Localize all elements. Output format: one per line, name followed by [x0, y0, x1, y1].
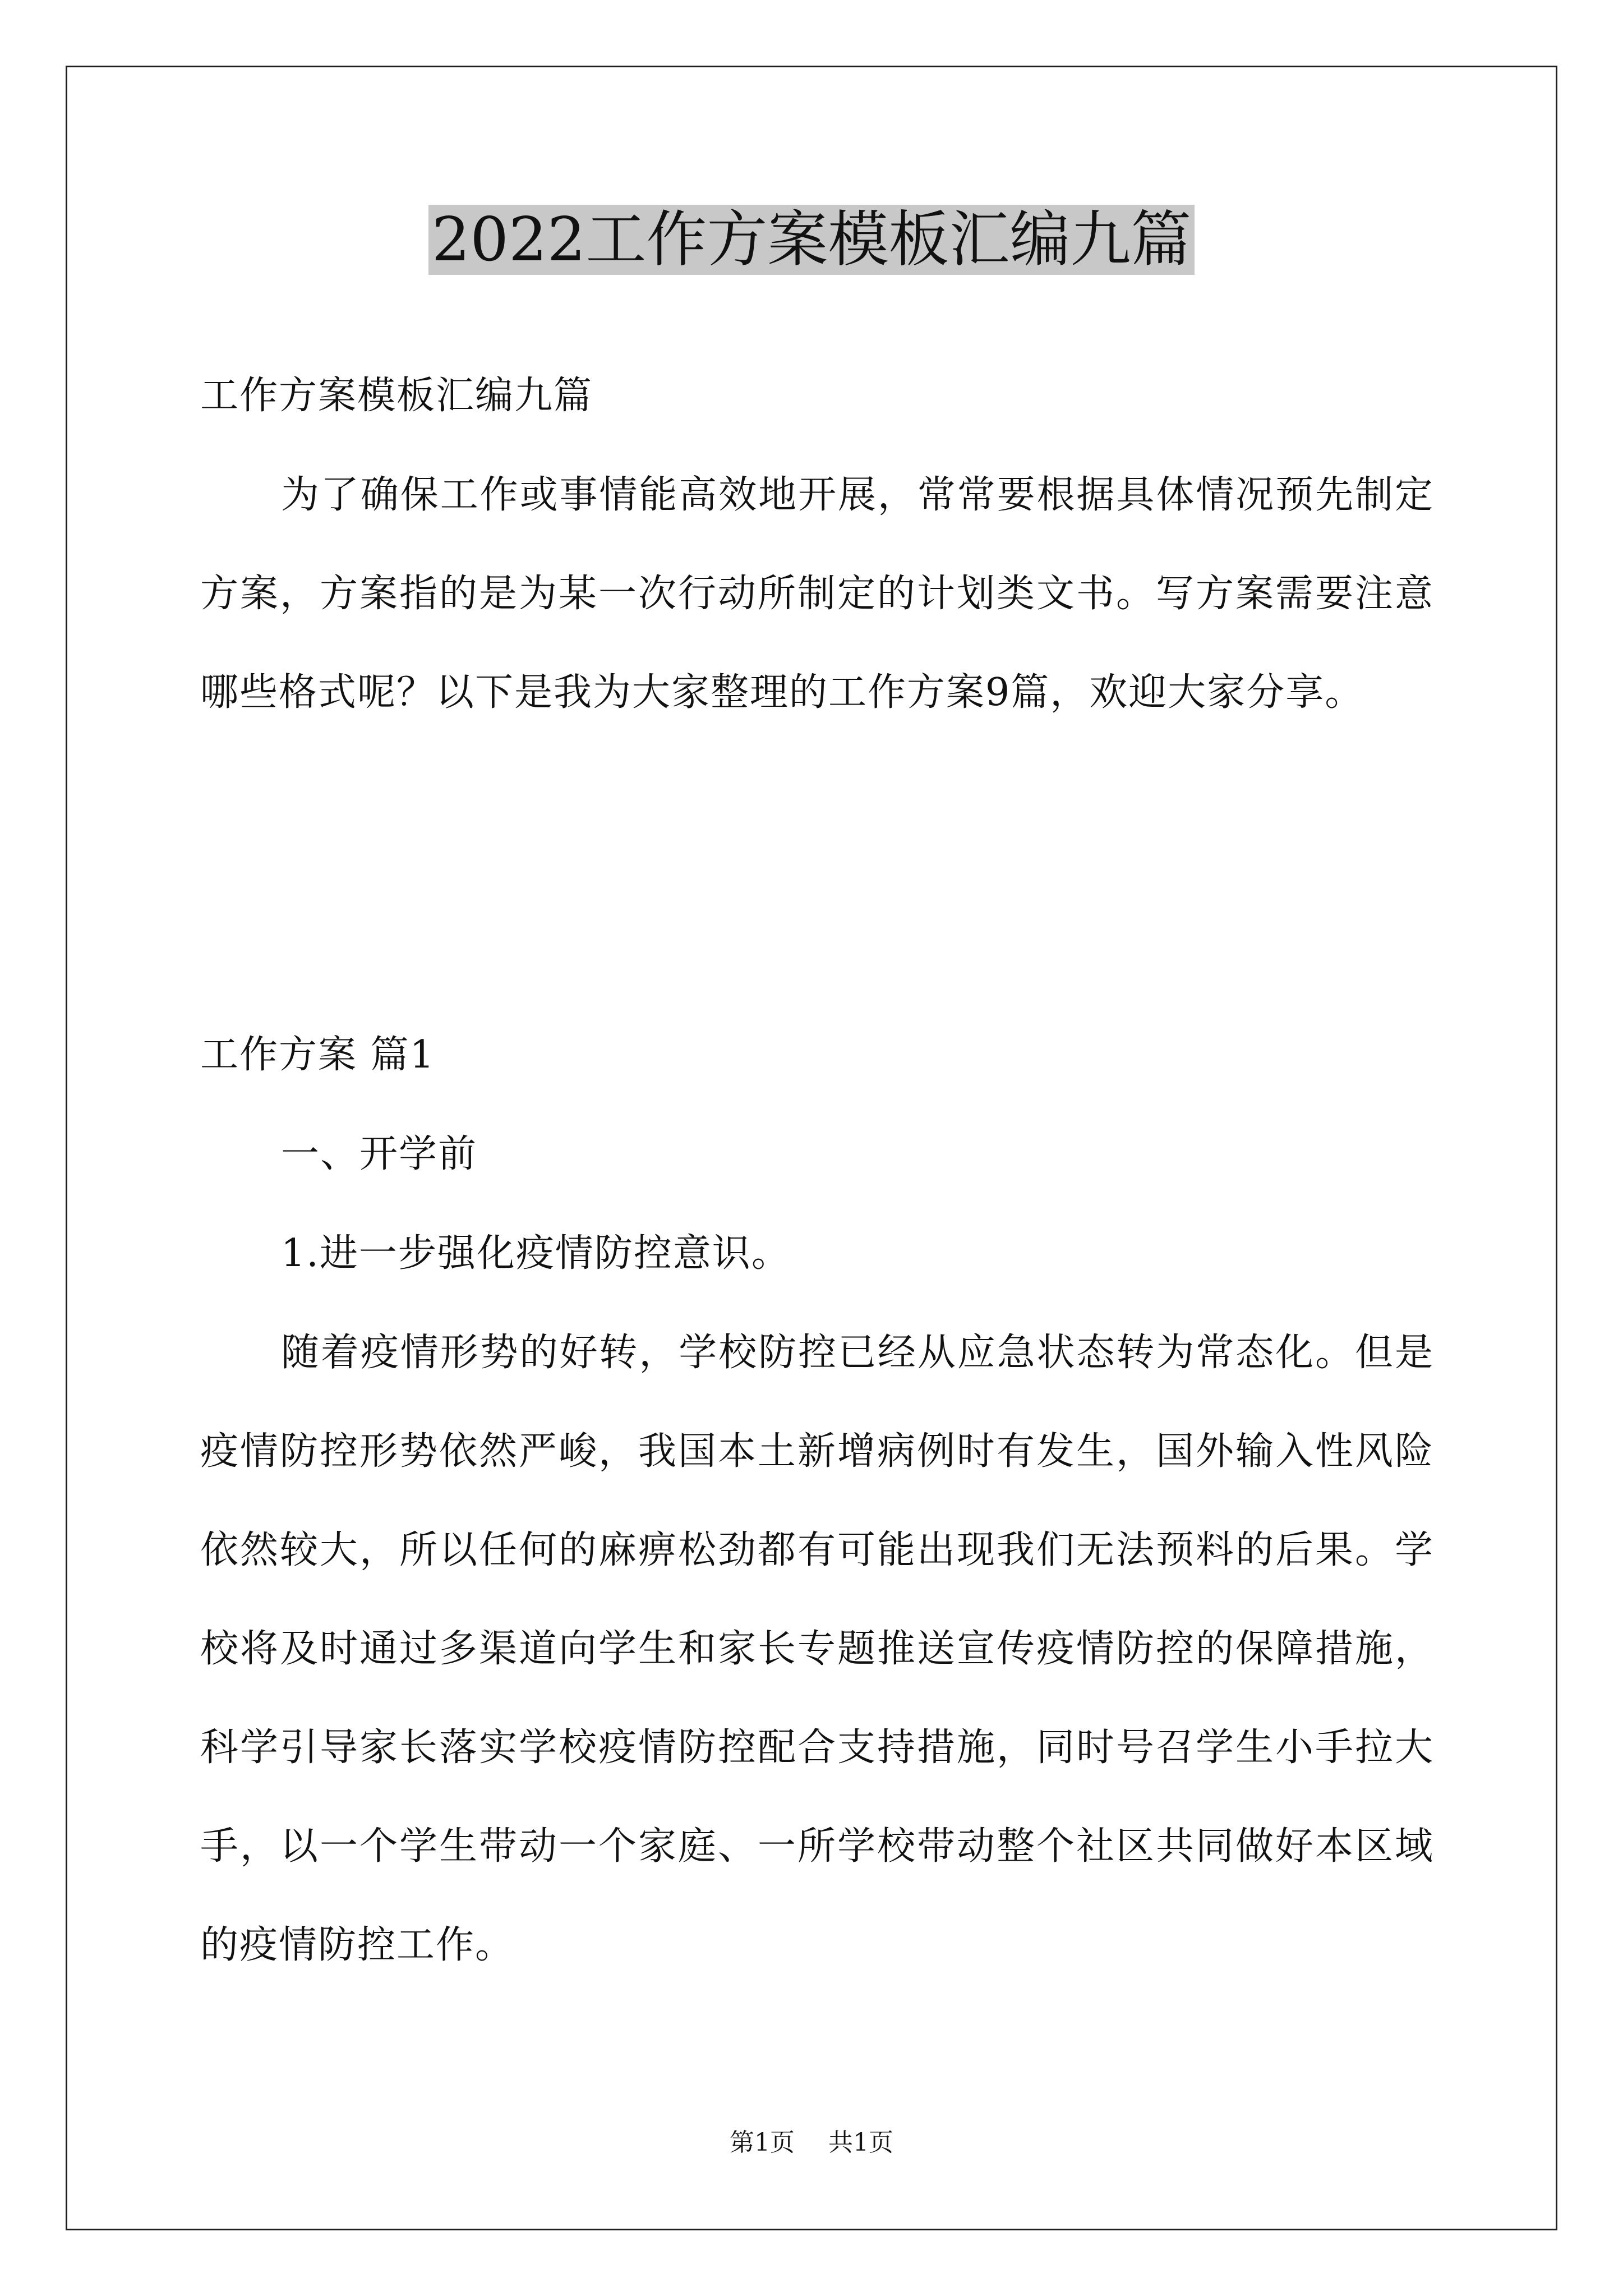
document-title-text: 2022工作方案模板汇编九篇	[428, 205, 1195, 275]
page-number-current: 第1页	[730, 2128, 795, 2157]
page-number-total: 共1页	[828, 2128, 893, 2157]
section-heading: 工作方案 篇1	[200, 1033, 435, 1077]
intro-paragraph: 为了确保工作或事情能高效地开展，常常要根据具体情况预先制定方案，方案指的是为某一次行动所制定的计划类文书。写方案需要注意哪些格式呢？以下是我为大家整理的工作方案9篇，欢迎大家分享。	[200, 473, 1434, 715]
document-title	[0, 201, 1623, 279]
page-footer	[0, 2126, 1623, 2160]
subsection-heading: 一、开学前	[281, 1132, 478, 1176]
document-subtitle: 工作方案模板汇编九篇	[200, 374, 593, 418]
item-heading: 1.进一步强化疫情防控意识。	[281, 1231, 791, 1276]
body-paragraph: 随着疫情形势的好转，学校防控已经从应急状态转为常态化。但是疫情防控形势依然严峻，我国本土新增病例时有发生，国外输入性风险依然较大，所以任何的麻痹松劲都有可能出现我们无法预料的后果。学校将及时通过多渠道向学生和家长专题推送宣传疫情防控的保障措施，科学引导家长落实学校疫情防控配合支持措施，同时号召学生小手拉大手，以一个学生带动一个家庭、一所学校带动整个社区共同做好本区域的疫情防控工作。	[200, 1331, 1434, 1967]
